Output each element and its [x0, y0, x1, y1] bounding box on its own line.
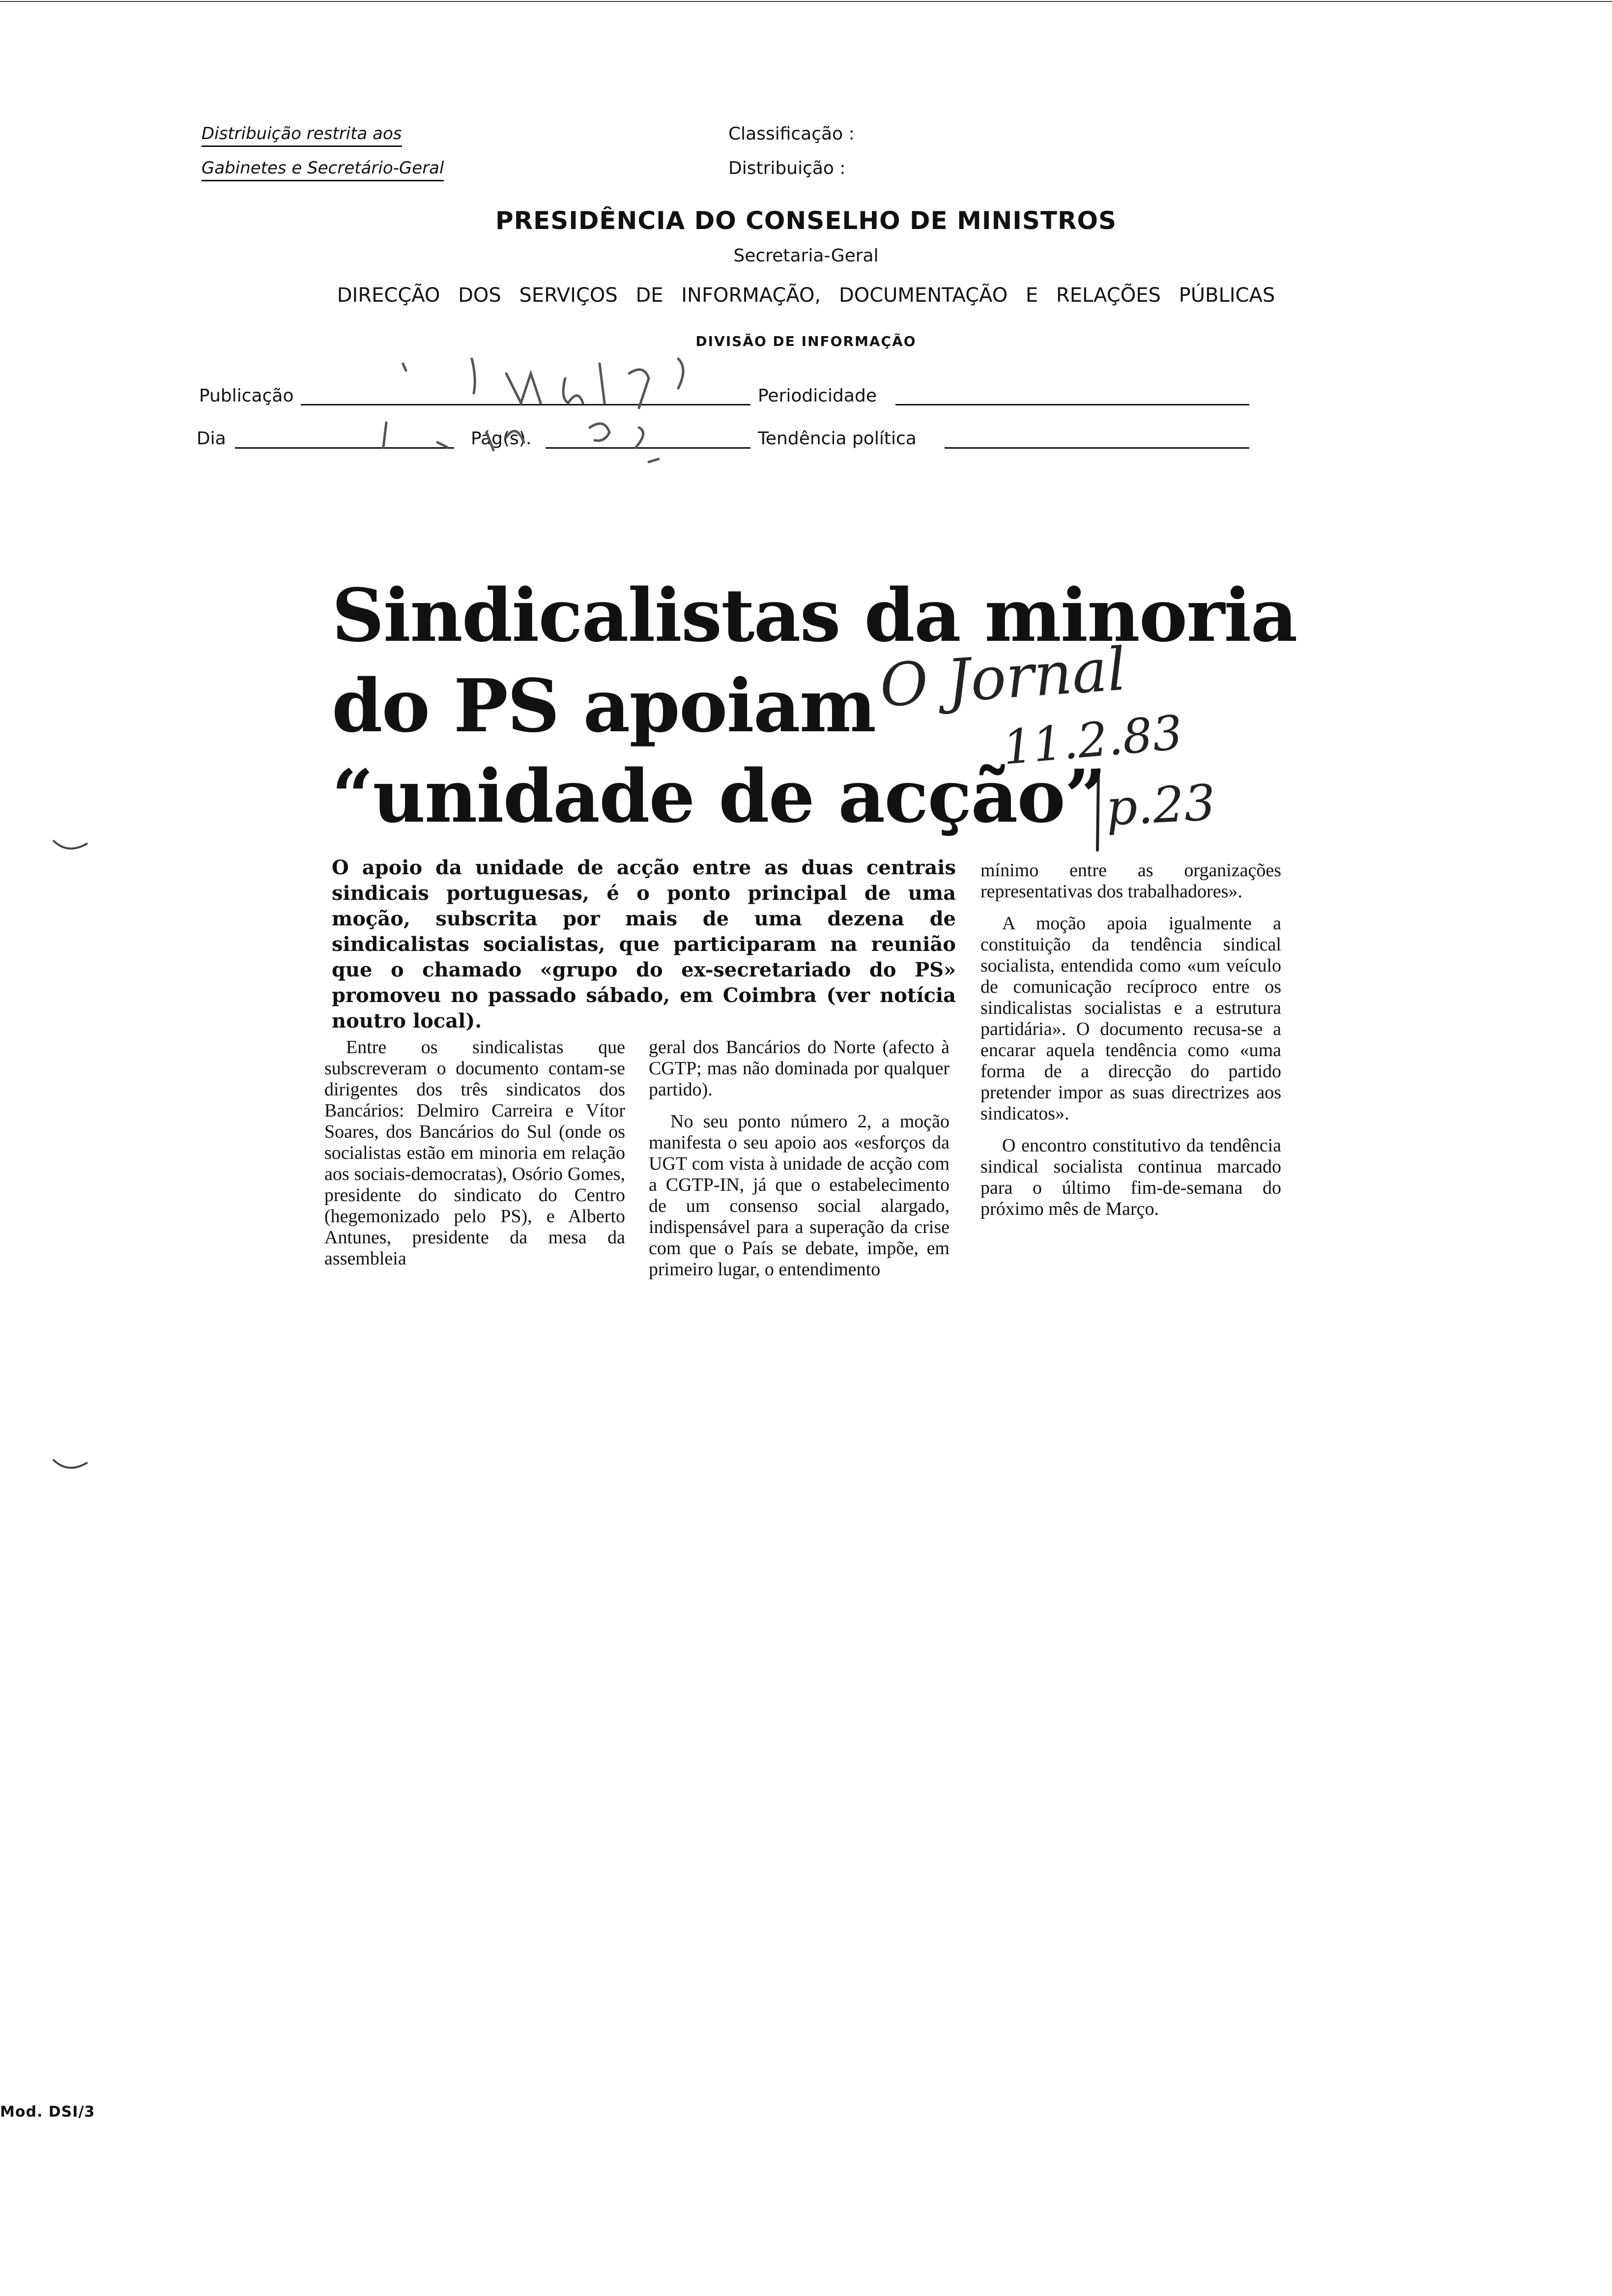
- restricted-line-1: Distribuição restrita aos: [202, 124, 402, 147]
- col3-paragraph-1: mínimo entre as organizações representativas dos trabalhadores».: [980, 860, 1281, 902]
- form-code: Mod. DSI/3: [0, 2103, 95, 2121]
- restricted-line-2: Gabinetes e Secretário-Geral: [202, 158, 444, 181]
- division: DIVISÃO DE INFORMAÇÃO: [695, 333, 917, 349]
- punch-mark-lower: [49, 1455, 93, 1474]
- article-column-1: [324, 1037, 625, 1269]
- classificacao-label: Classificação :: [728, 124, 855, 144]
- col2-paragraph-2: No seu ponto número 2, a moção manifesta o seu apoio aos «esforços da UGT com vista à unidade de acção com a CGTP-IN, já que o estabelecimento de um consenso social alargado, indispensável para a superação da crise com que o País se debate, impõe, em primeiro lugar, o entendimento: [649, 1111, 950, 1280]
- col2-paragraph-1: geral dos Bancários do Norte (afecto à CGTP; mas não dominada por qualquer partido).: [649, 1037, 950, 1100]
- tendencia-label: Tendência política: [758, 429, 917, 449]
- article-column-3: [980, 860, 1281, 1220]
- periodicidade-label: Periodicidade: [758, 386, 877, 406]
- publicacao-label: Publicação: [199, 386, 294, 406]
- dia-label: Dia: [197, 429, 226, 449]
- punch-mark-upper: [49, 835, 93, 855]
- tendencia-line: [945, 447, 1249, 449]
- directorate: DIRECÇÃO DOS SERVIÇOS DE INFORMAÇÃO, DOCUMENTAÇÃO E RELAÇÕES PÚBLICAS: [337, 284, 1275, 307]
- handwritten-date: 11.2.83: [1000, 705, 1185, 775]
- handwritten-stamp-marks: [374, 344, 727, 472]
- col1-paragraph-1: Entre os sindicalistas que subscreveram o documento contam-se dirigentes dos três sindicatos dos Bancários: Delmiro Carreira e Vítor Soares, dos Bancários do Sul (onde os socialistas estão em minoria em relação aos sociais-democratas), Osório Gomes, presidente do sindicato do Centro (hegemonizado pelo PS), e Alberto Antunes, presidente da mesa da assembleia: [324, 1037, 625, 1269]
- periodicidade-line: [895, 404, 1249, 405]
- handwritten-page: p.23: [1104, 774, 1217, 837]
- org-title: PRESIDÊNCIA DO CONSELHO DE MINISTROS: [495, 206, 1117, 235]
- article-column-2: [649, 1037, 950, 1280]
- col3-paragraph-3: O encontro constitutivo da tendência sindical socialista continua marcado para o último fim-de-semana do próximo mês de Março.: [980, 1135, 1281, 1219]
- org-subtitle: Secretaria-Geral: [733, 246, 879, 266]
- distribuicao-label: Distribuição :: [728, 158, 846, 178]
- headline-line-1: Sindicalistas da minoria: [332, 573, 1297, 658]
- scan-edge-line: [0, 1, 1612, 2]
- pags-label: Pág(s).: [471, 429, 532, 449]
- col3-paragraph-2: A moção apoia igualmente a constituição da tendência sindical socialista, entendida como «um veículo de comunicação recíproco entre os sindicalistas socialistas e a estrutura partidária». O documento recusa-se a encarar aquela tendência como «uma forma de a direcção do partido pretender impor as suas directrizes aos sindicatos».: [980, 913, 1281, 1124]
- article-lead: O apoio da unidade de acção entre as duas centrais sindicais portuguesas, é o ponto principal de uma moção, subscrita por mais de uma dezena de sindicalistas socialistas, que participaram na reunião que o chamado «grupo do ex-secretariado do PS» promoveu no passado sábado, em Coimbra (ver notícia noutro local).: [332, 856, 956, 1033]
- headline-line-3: “unidade de acção”: [332, 753, 1106, 839]
- headline-line-2: do PS apoiam: [332, 663, 876, 748]
- handwritten-publication: O Jornal: [877, 635, 1128, 721]
